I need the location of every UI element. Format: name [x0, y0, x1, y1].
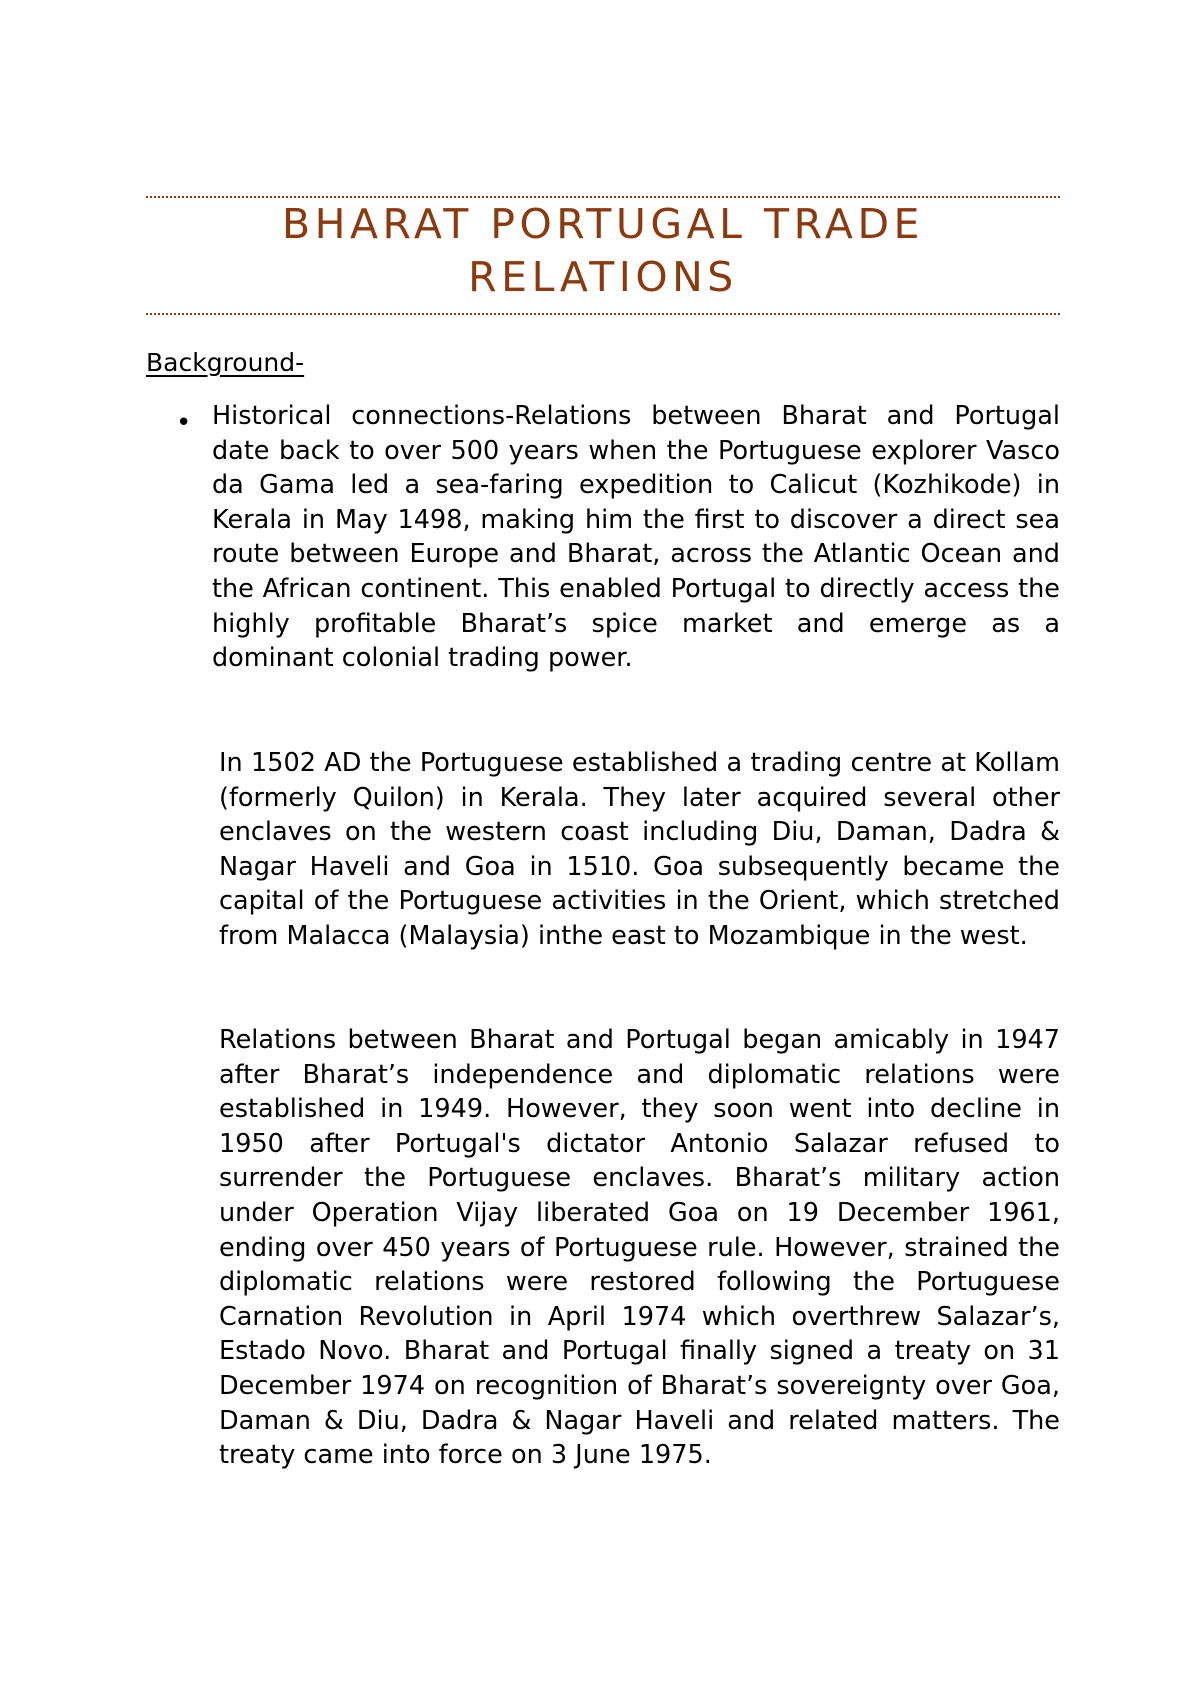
title-bottom-rule	[146, 313, 1060, 315]
section-heading-background: Background-	[146, 348, 305, 377]
paragraph-historical-connections: Historical connections-Relations between Bharat and Portugal date back to over 500 years when the Portuguese explorer Vasco da Gama led a sea-faring expedition to Calicut (Kozhikode) in Kerala in May 1498, making him the first to discover a direct sea route between Europe and Bharat, across the Atlantic Ocean and the African continent. This enabled Portugal to directly access the highly profitable Bharat’s spice market and emerge as a dominant colonial trading power.	[212, 401, 1060, 674]
bullet-marker: •	[176, 408, 192, 438]
document-title: BHARAT PORTUGAL TRADE RELATIONS	[282, 200, 924, 301]
paragraph-diplomatic-relations: Relations between Bharat and Portugal began amicably in 1947 after Bharat’s independence and diplomatic relations were established in 1949. However, they soon went into decline in 1950 after Portugal's dictator Antonio Salazar refused to surrender the Portuguese enclaves. Bharat’s military action under Operation Vijay liberated Goa on 19 December 1961, ending over 450 years of Portuguese rule. However, strained the diplomatic relations were restored following the Portuguese Carnation Revolution in April 1974 which overthrew Salazar’s, Estado Novo. Bharat and Portugal finally signed a treaty on 31 December 1974 on recognition of Bharat’s sovereignty over Goa, Daman & Diu, Dadra & Nagar Haveli and related matters. The treaty came into force on 3 June 1975.	[219, 1025, 1060, 1471]
paragraph-trading-centre: In 1502 AD the Portuguese established a trading centre at Kollam (formerly Quilon) in Kerala. They later acquired several other enclaves on the western coast including Diu, Daman, Dadra & Nagar Haveli and Goa in 1510. Goa subsequently became the capital of the Portuguese activities in the Orient, which stretched from Malacca (Malaysia) inthe east to Mozambique in the west.	[219, 748, 1060, 951]
